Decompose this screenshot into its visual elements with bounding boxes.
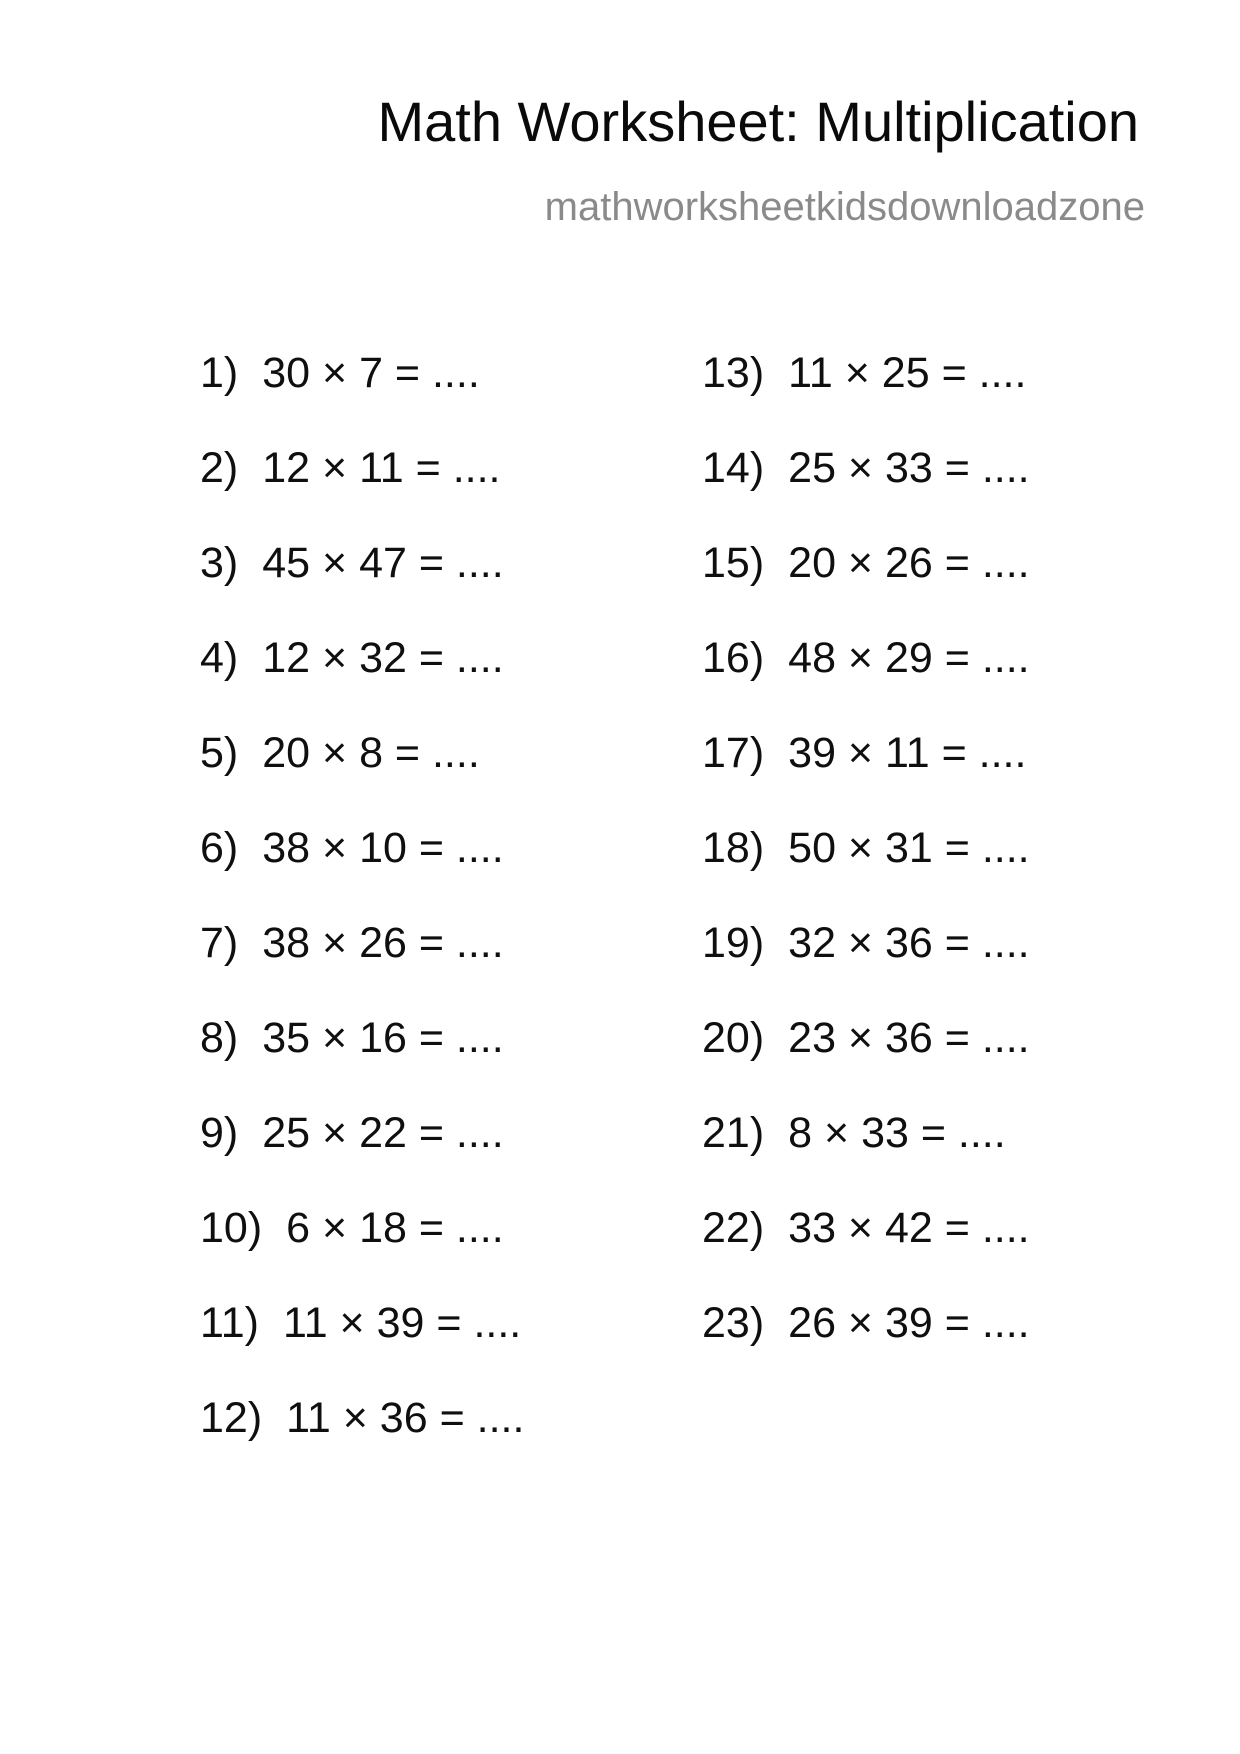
problem-number: 14) (702, 444, 765, 492)
problem-number: 4) (200, 634, 239, 682)
problem-10 (200, 1204, 524, 1302)
problem-expression: 38 × 26 = .... (262, 919, 504, 967)
problem-expression: 11 × 36 = .... (286, 1394, 525, 1442)
problem-number: 15) (702, 539, 765, 587)
problem-5 (200, 729, 524, 827)
problem-expression: 48 × 29 = .... (788, 634, 1030, 682)
problem-15 (702, 539, 1030, 637)
problem-number: 10) (200, 1204, 263, 1252)
problem-expression: 45 × 47 = .... (262, 539, 504, 587)
problem-expression: 38 × 10 = .... (262, 824, 504, 872)
problem-number: 9) (200, 1109, 239, 1157)
problem-number: 19) (702, 919, 765, 967)
problem-17 (702, 729, 1030, 827)
problem-number: 22) (702, 1204, 765, 1252)
problem-number: 12) (200, 1394, 263, 1442)
problem-11 (200, 1299, 524, 1397)
problem-14 (702, 444, 1030, 542)
problem-4 (200, 634, 524, 732)
problem-9 (200, 1109, 524, 1207)
problem-expression: 20 × 8 = .... (262, 729, 480, 777)
problem-number: 6) (200, 824, 239, 872)
worksheet-title: Math Worksheet: Multiplication (377, 90, 1139, 153)
problems-column-right (702, 349, 1030, 1397)
problem-12 (200, 1394, 525, 1492)
problem-expression: 8 × 33 = .... (788, 1109, 1006, 1157)
problem-expression: 39 × 11 = .... (788, 729, 1027, 777)
problem-expression: 30 × 7 = .... (262, 349, 480, 397)
problem-expression: 25 × 22 = .... (262, 1109, 504, 1157)
problem-expression: 26 × 39 = .... (788, 1299, 1030, 1347)
problem-number: 8) (200, 1014, 239, 1062)
problem-expression: 32 × 36 = .... (788, 919, 1030, 967)
problem-number: 7) (200, 919, 239, 967)
problem-13 (702, 349, 1030, 447)
problem-1 (200, 349, 524, 447)
problem-number: 11) (200, 1299, 259, 1347)
problem-20 (702, 1014, 1030, 1112)
problem-19 (702, 919, 1030, 1017)
problem-expression: 12 × 11 = .... (262, 444, 501, 492)
problem-number: 20) (702, 1014, 765, 1062)
problem-23 (702, 1299, 1030, 1397)
problem-number: 18) (702, 824, 765, 872)
problem-number: 13) (702, 349, 765, 397)
problem-expression: 35 × 16 = .... (262, 1014, 504, 1062)
problem-expression: 33 × 42 = .... (788, 1204, 1030, 1252)
problem-3 (200, 539, 524, 637)
problem-8 (200, 1014, 524, 1112)
problem-number: 16) (702, 634, 765, 682)
problem-2 (200, 444, 524, 542)
problem-16 (702, 634, 1030, 732)
problem-18 (702, 824, 1030, 922)
problem-number: 5) (200, 729, 239, 777)
problems-column-left (200, 349, 525, 1492)
problem-number: 21) (702, 1109, 765, 1157)
worksheet-source: mathworksheetkidsdownloadzone (544, 185, 1145, 229)
problem-number: 3) (200, 539, 239, 587)
problem-expression: 11 × 25 = .... (788, 349, 1027, 397)
problem-expression: 6 × 18 = .... (286, 1204, 504, 1252)
problem-6 (200, 824, 524, 922)
problem-expression: 11 × 39 = .... (282, 1299, 522, 1347)
problem-7 (200, 919, 524, 1017)
problem-expression: 23 × 36 = .... (788, 1014, 1030, 1062)
problem-number: 23) (702, 1299, 765, 1347)
problem-expression: 50 × 31 = .... (788, 824, 1030, 872)
problem-expression: 12 × 32 = .... (262, 634, 504, 682)
problem-expression: 25 × 33 = .... (788, 444, 1030, 492)
problem-21 (702, 1109, 1030, 1207)
problem-number: 1) (200, 349, 239, 397)
problem-22 (702, 1204, 1030, 1302)
problem-number: 17) (702, 729, 765, 777)
problem-expression: 20 × 26 = .... (788, 539, 1030, 587)
problem-number: 2) (200, 444, 239, 492)
